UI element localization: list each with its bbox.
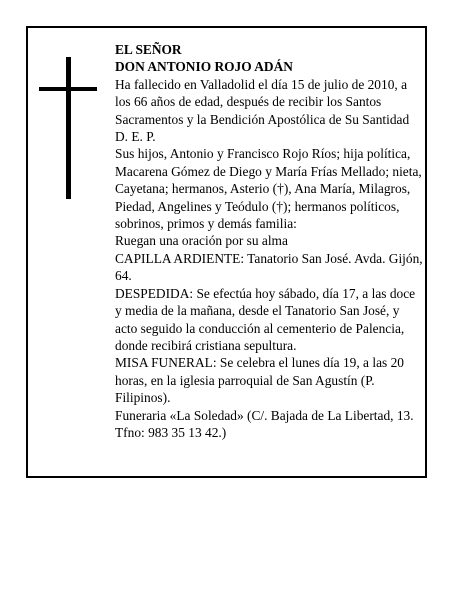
- death-announcement: Ha fallecido en Valladolid el día 15 de julio de 2010, a los 66 años de edad, después de recibir los Santos Sacramentos y la Bendición Apostólica de Su Santidad D. E. P.: [115, 76, 410, 145]
- notice-title-line1: EL SEÑOR: [115, 42, 182, 57]
- deceased-name: DON ANTONIO ROJO ADÁN: [115, 59, 293, 75]
- notice-text: [115, 41, 425, 441]
- chapel-info: CAPILLA ARDIENTE: Tanatorio San José. Avda. Gijón, 64.: [115, 250, 423, 284]
- obituary-notice: [26, 26, 427, 478]
- family-list: Sus hijos, Antonio y Francisco Rojo Ríos; hija política, Macarena Gómez de Diego y María Frías Mellado; nieta, Cayetana; hermanos, Asterio (†), Ana María, Milagros, Piedad, Angelines y Teódulo (†); hermanos políticos, sobrinos, primos y demás familia:: [115, 146, 422, 232]
- funeral-home-info: Funeraria «La Soledad» (C/. Bajada de La Libertad, 13. Tfno: 983 35 13 42.): [115, 407, 414, 440]
- cross-icon-horizontal-bar: [39, 87, 97, 91]
- prayer-request: Ruegan una oración por su alma: [115, 233, 288, 249]
- funeral-mass-info: MISA FUNERAL: Se celebra el lunes día 19, a las 20 horas, en la iglesia parroquial de San Agustín (P. Filipinos).: [115, 355, 404, 406]
- farewell-info: DESPEDIDA: Se efectúa hoy sábado, día 17, a las doce y media de la mañana, desde el Tanatorio San José, y acto seguido la conducción al cementerio de Palencia, donde recibirá cristiana sepultura.: [115, 285, 416, 353]
- cross-icon-vertical-bar: [66, 57, 71, 199]
